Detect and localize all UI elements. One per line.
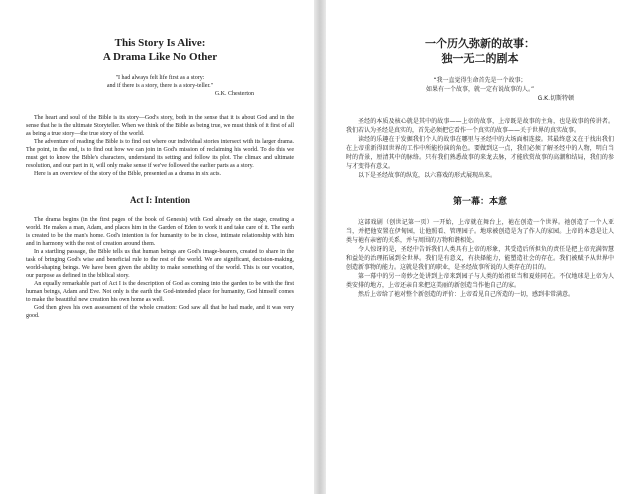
act-paragraph: 第一幕中的另一奇妙之处讲到上帝来到园子与人类的始祖亚当和夏娃同在。不仅地球是上帝为人类安排的地方，上帝还亲自来把这美丽的新创造当作他自己的家。 <box>346 273 614 289</box>
epigraph-line-2: and if there is a story, there is a story-teller." <box>106 83 214 89</box>
epigraph-line-1: "I had always felt life first as a story: <box>115 75 205 81</box>
intro-paragraph: The adventure of reading the Bible is to find out where our individual stories intersect with its larger drama. The point, in the end, is to find out how we can join in God's mission of reclaiming his world. To do this we must get to know the Bible's characters, understand its setting and follow its plot. The climax and ultimate resolution, and our part in it, will only make sense if we've followed the earlier parts as a story. <box>26 139 294 169</box>
intro-paragraph: 以下是圣经故事的纵览，以六幕戏的形式展现出来。 <box>358 172 497 179</box>
epigraph-quote <box>40 74 280 90</box>
title-line-1: 一个历久弥新的故事： <box>425 37 535 50</box>
epigraph-line-2: 如果有一个故事，就一定有说故事的人。” <box>425 86 535 93</box>
page-title <box>26 36 294 64</box>
intro-section <box>26 114 294 178</box>
act-heading: 第一幕：本意 <box>452 197 507 207</box>
chinese-page <box>326 0 640 494</box>
english-page <box>0 0 314 494</box>
act-heading: Act I: Intention <box>130 195 190 205</box>
title-line-1: This Story Is Alive: <box>114 37 206 49</box>
act-paragraph: 令人惊讶的是，圣经中告诉我们人类具有上帝的形象，其受造后所担负的责任是把上帝充满智慧和益处的治理拓展到全世界。我们是有意义，有抉择能力，能塑造社会的存在。我们被赋予从世界中创造新事物的能力。这就是我们的职业，是圣经故事所说的人类存在的目的。 <box>346 246 614 271</box>
epigraph-attribution: G.K. Chesterton <box>214 91 254 97</box>
title-line-2: 独一无二的剧本 <box>441 52 519 65</box>
act-paragraph: In a startling passage, the Bible tells us that human beings are God's image-bearers, created to share in the task of bringing God's wise and beneficial rule to the rest of the world. We are significant, decision-making, world-shaping beings. We have been given the ability to make something of the world. This is our vocation, our purpose as defined in the biblical story. <box>26 249 294 279</box>
act-section <box>26 216 294 320</box>
title-line-2: A Drama Like No Other <box>102 51 218 63</box>
act-section <box>346 218 614 299</box>
act-paragraph: 这部戏剧（创世记第一页）一开始，上帝就在舞台上，祂在创造一个世界。祂创造了一个人亚当，并把他安置在伊甸园，让他照看、管理园子。地球被创造是为了作人的家园。上帝的本意是让人类与祂有亲密的关系，并与周围的万物和谐相处。 <box>346 219 614 244</box>
intro-paragraph: 读经的乐趣在于发掘我们个人的故事在哪里与圣经中的大场面相连接。其最终意义在于找出我们在上帝重新得回世界的工作中所能扮演的角色。要做到这一点，我们必须了解圣经中的人物，明白当时的背景，厘清其中的脉络。只有我们熟悉故事的来龙去脉，才能欣赏故事的高潮和结局，我们的参与才变得有意义。 <box>346 136 614 170</box>
epigraph-quote <box>360 76 600 94</box>
intro-section <box>346 117 614 180</box>
intro-paragraph: The heart and soul of the Bible is its story—God's story, both in the sense that it is about God and in the sense that he is the ultimate Storyteller. When we think of the Bible as being true, we must think of it first of all as being a true story—the true story of the world. <box>26 115 294 137</box>
act-paragraph: 然后上帝给了祂对整个新创造的评价：上帝看见自己所造的一切，感到非常满意。 <box>358 291 575 298</box>
intro-paragraph: Here is an overview of the story of the Bible, presented as a drama in six acts. <box>34 171 221 177</box>
book-gutter <box>314 0 326 494</box>
act-paragraph: The drama begins (in the first pages of the book of Genesis) with God already on the stage, creating a world. He makes a man, Adam, and places him in the Garden of Eden to work it and take care of it. The earth is created to be the man's home. God's intention is for humanity to be in close, intimate relationship with him and in harmony with the rest of creation around them. <box>26 217 294 247</box>
intro-paragraph: 圣经的本质及核心就是其中的故事——上帝的故事，上帝既是故事的主角，也是故事的传讲者。我们若认为圣经是真实的，首先必须把它看作一个真实的故事——关于世界的真实故事。 <box>346 118 614 134</box>
act-paragraph: An equally remarkable part of Act I is the description of God as coming into the garden to be with the first human beings, Adam and Eve. Not only is the earth the God-intended place for humanity, God himself comes to make the beautiful new creation his own home as well. <box>26 281 294 303</box>
epigraph-attribution: G.K.切斯特顿 <box>537 95 574 102</box>
epigraph-line-1: “我一直觉得生命首先是一个故事； <box>433 77 527 84</box>
act-paragraph: God then gives his own assessment of the whole creation: God saw all that he had made, and it was very good. <box>26 305 294 319</box>
page-title <box>346 36 614 66</box>
